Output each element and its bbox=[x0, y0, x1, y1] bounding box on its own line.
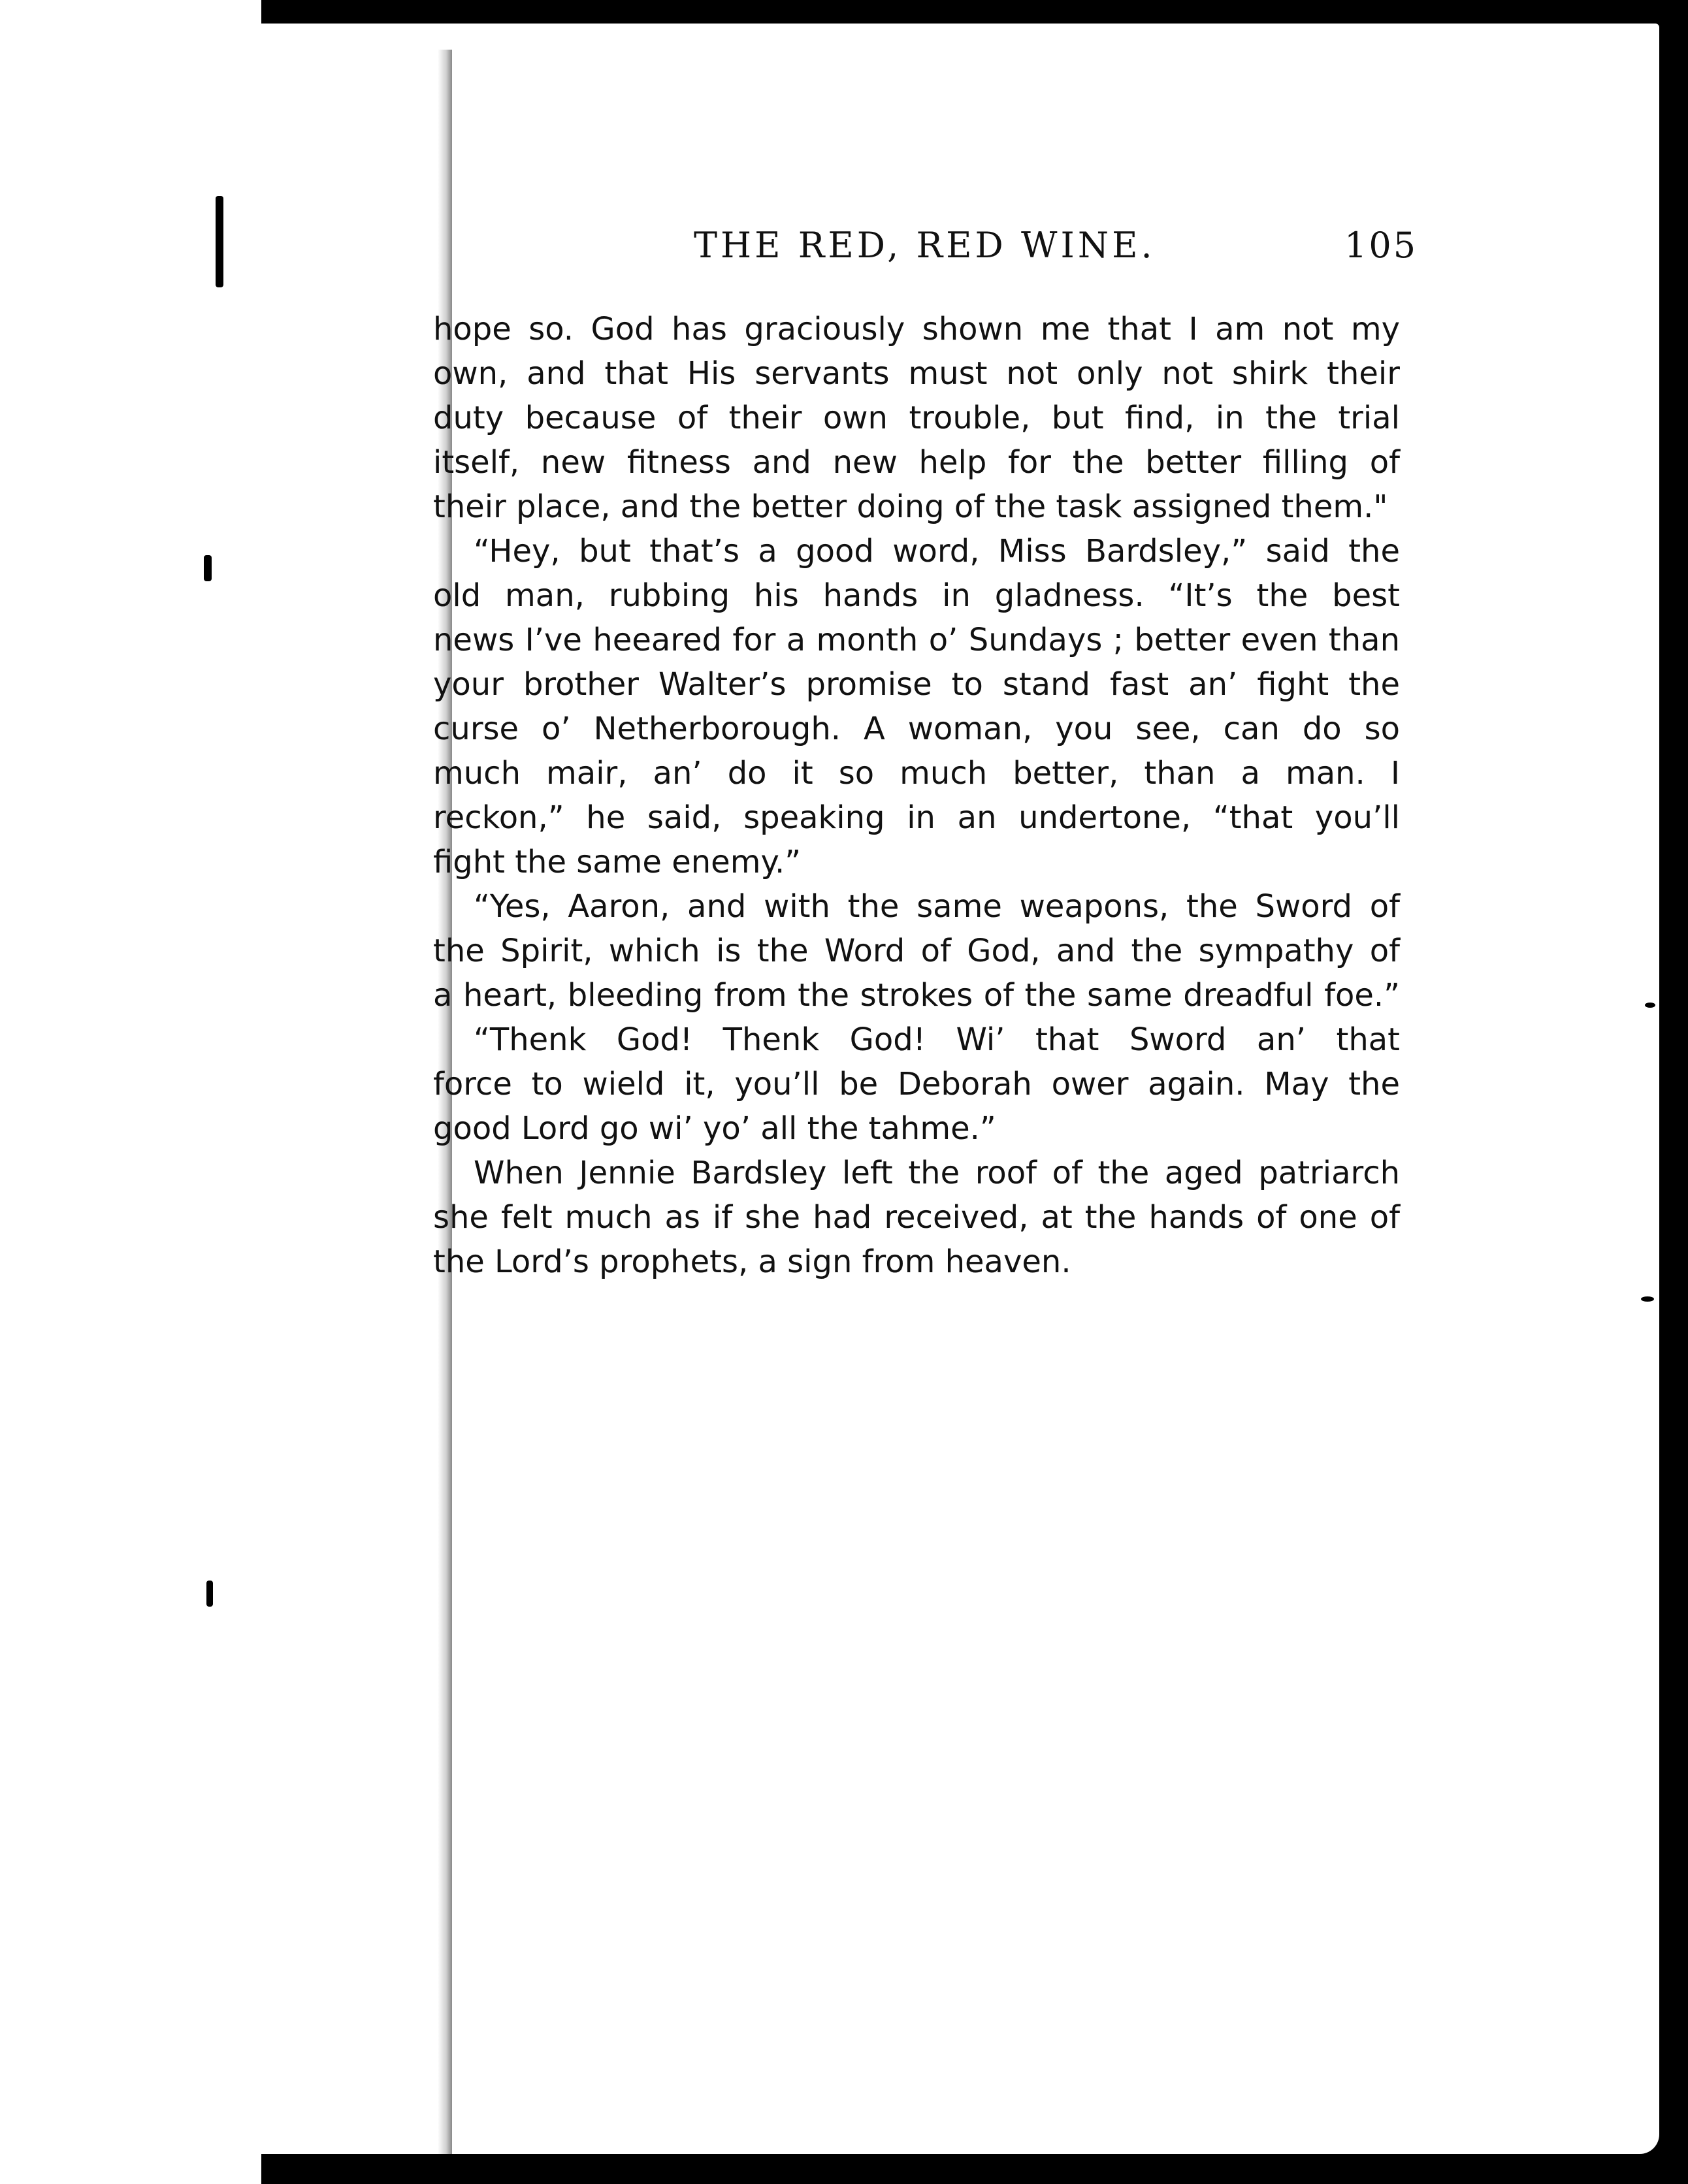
scan-speck bbox=[1641, 1296, 1654, 1302]
text-line: the Spirit, which is the Word of God, and the sympathy of bbox=[433, 933, 1400, 969]
edge-mark bbox=[216, 196, 223, 287]
text-line: news I’ve heeared for a month o’ Sundays ; better even than bbox=[433, 622, 1400, 658]
text-line: old man, rubbing his hands in gladness. “It’s the best bbox=[433, 577, 1400, 614]
text-line: duty because of their own trouble, but find, in the trial bbox=[433, 400, 1400, 436]
text-line: hope so. God has graciously shown me that I am not my bbox=[433, 311, 1400, 347]
text-line: good Lord go wi’ yo’ all the tahme.” bbox=[433, 1110, 996, 1147]
text-line: “Yes, Aaron, and with the same weapons, the Sword of bbox=[474, 888, 1400, 925]
text-line: their place, and the better doing of the task assigned them." bbox=[433, 489, 1388, 525]
edge-mark bbox=[204, 555, 212, 581]
scan-speck bbox=[1094, 7, 1101, 13]
text-line: much mair, an’ do it so much better, than a man. I bbox=[433, 755, 1400, 792]
text-line: “Thenk God! Thenk God! Wi’ that Sword an’ that bbox=[474, 1021, 1400, 1058]
edge-mark bbox=[206, 1581, 213, 1607]
text-line: the Lord’s prophets, a sign from heaven. bbox=[433, 1244, 1071, 1280]
text-line: “Hey, but that’s a good word, Miss Bardsley,” said the bbox=[474, 533, 1400, 570]
text-line: reckon,” he said, speaking in an undertone, “that you’ll bbox=[433, 799, 1400, 836]
text-line: When Jennie Bardsley left the roof of the aged patriarch bbox=[474, 1155, 1400, 1191]
scan-speck bbox=[1645, 1003, 1655, 1008]
text-line: she felt much as if she had received, at the hands of one of bbox=[433, 1199, 1400, 1236]
text-line: your brother Walter’s promise to stand fast an’ fight the bbox=[433, 666, 1400, 703]
body-text bbox=[433, 307, 1400, 1284]
text-line: own, and that His servants must not only not shirk their bbox=[433, 355, 1400, 392]
text-line: a heart, bleeding from the strokes of the same dreadful foe.” bbox=[433, 977, 1400, 1014]
text-line: fight the same enemy.” bbox=[433, 844, 802, 880]
text-line: force to wield it, you’ll be Deborah ower again. May the bbox=[433, 1066, 1400, 1102]
right-scan-border bbox=[1659, 0, 1688, 2184]
text-line: curse o’ Netherborough. A woman, you see, can do so bbox=[433, 711, 1400, 747]
text-line: itself, new fitness and new help for the better filling of bbox=[433, 444, 1400, 481]
running-title: THE RED, RED WINE. bbox=[694, 225, 1156, 266]
page-number: 105 bbox=[1344, 225, 1418, 266]
